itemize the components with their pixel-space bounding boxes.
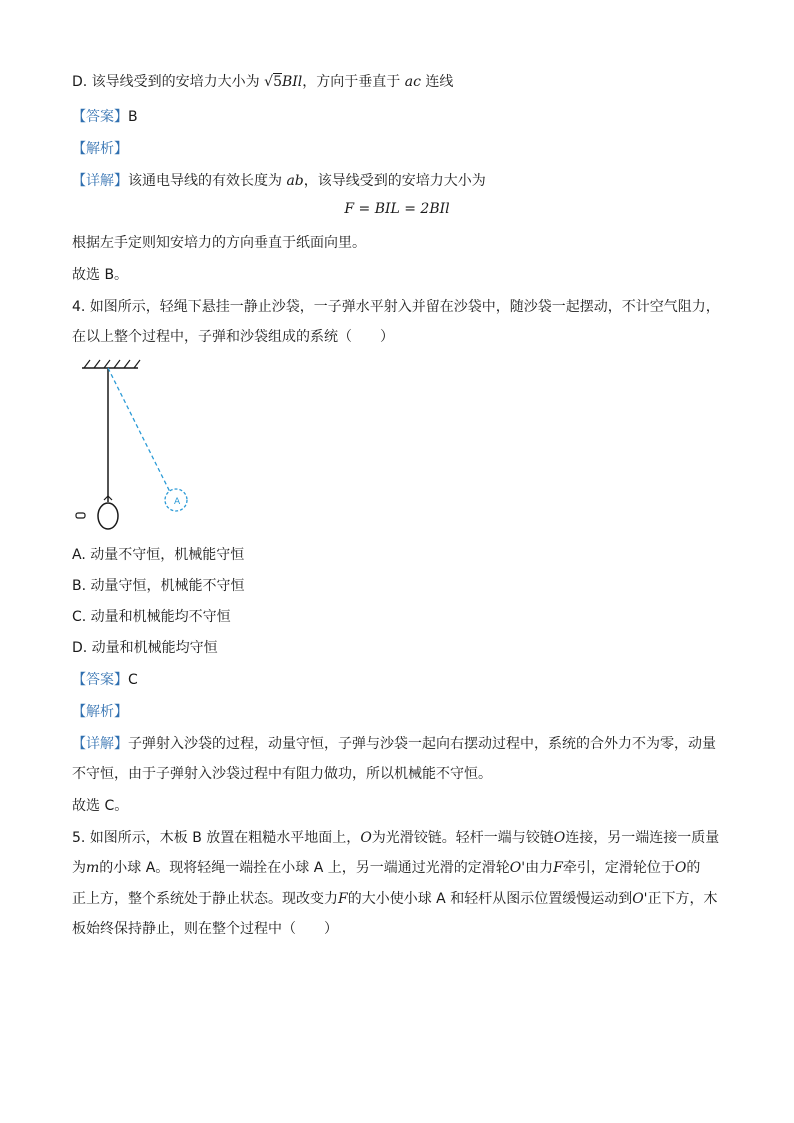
q5-stem-line4: 板始终保持静止，则在整个过程中（ ） [72, 921, 338, 937]
answer-tag: 【答案】 [72, 672, 128, 688]
q3-detail: 【详解】该通电导线的有效长度为 ab，该导线受到的安培力大小为 [72, 173, 486, 189]
q4-detail-line1: 【详解】子弹射入沙袋的过程，动量守恒，子弹与沙袋一起向右摆动过程中，系统的合外力不为零，动量 [72, 736, 716, 752]
q3-equation: F = BIL = 2BIl [344, 201, 450, 217]
q4-analysis-tag: 【解析】 [72, 704, 128, 720]
sandbag [98, 503, 118, 529]
q3-explanation: 根据左手定则知安培力的方向垂直于纸面向里。 [72, 235, 366, 251]
q3-answer [72, 107, 138, 127]
q3-analysis-tag: 【解析】 [72, 141, 128, 157]
pendulum-figure [70, 356, 210, 536]
q4-answer [72, 670, 138, 690]
answer-value: B [128, 109, 138, 125]
pendulum-diagram [70, 356, 210, 536]
q4-option-a: A. 动量不守恒，机械能守恒 [72, 547, 245, 563]
q3-option-d: D. 该导线受到的安培力大小为 √5BIl，方向于垂直于 ac 连线 [72, 74, 454, 90]
q5-stem-line2: 为m的小球 A。现将轻绳一端拴在小球 A 上，另一端通过光滑的定滑轮O'由力F牵引，定滑轮位于O的 [72, 860, 701, 876]
q4-option-d: D. 动量和机械能均守恒 [72, 640, 218, 656]
q4-option-c: C. 动量和机械能均不守恒 [72, 609, 231, 625]
swung-label: A [174, 497, 181, 507]
q5-stem-line1: 5. 如图所示，木板 B 放置在粗糙水平地面上，O为光滑铰链。轻杆一端与铰链O连接，另一端连接一质量 [72, 830, 720, 846]
sqrt-formula: √5BIl [264, 74, 303, 90]
q4-stem-line2: 在以上整个过程中，子弹和沙袋组成的系统（ ） [72, 329, 394, 345]
q4-choice: 故选 C。 [72, 798, 129, 814]
q4-stem-line1: 4. 如图所示，轻绳下悬挂一静止沙袋，一子弹水平射入并留在沙袋中，随沙袋一起摆动，不计空气阻力， [72, 299, 720, 315]
answer-value: C [128, 672, 138, 688]
q3-choice: 故选 B。 [72, 267, 129, 283]
q5-stem-line3: 正上方，整个系统处于静止状态。现改变力F的大小使小球 A 和轻杆从图示位置缓慢运动到O'正下方，木 [72, 891, 718, 907]
option-text: D. 该导线受到的安培力大小为 [72, 74, 260, 90]
q4-detail-line2: 不守恒，由于子弹射入沙袋过程中有阻力做功，所以机械能不守恒。 [72, 766, 492, 782]
bullet [76, 513, 85, 518]
answer-tag: 【答案】 [72, 109, 128, 125]
q4-option-b: B. 动量守恒，机械能不守恒 [72, 578, 245, 594]
ceiling-hatching [84, 360, 140, 368]
swung-rope-dashed [108, 368, 170, 492]
